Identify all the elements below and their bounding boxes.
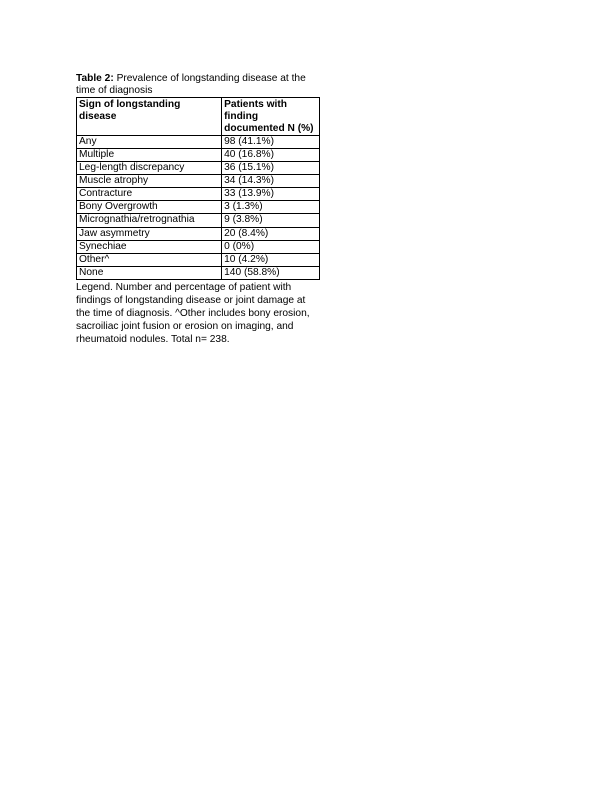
table-row bbox=[77, 227, 320, 240]
table-row bbox=[77, 214, 320, 227]
document-body bbox=[76, 73, 322, 346]
row-value: 36 (15.1%) bbox=[222, 162, 320, 175]
row-sign: Bony Overgrowth bbox=[77, 201, 222, 214]
row-sign: None bbox=[77, 266, 222, 279]
table-row bbox=[77, 240, 320, 253]
row-sign: Other^ bbox=[77, 253, 222, 266]
table-row bbox=[77, 188, 320, 201]
header-sign: Sign of longstanding disease bbox=[77, 97, 222, 135]
row-value: 3 (1.3%) bbox=[222, 201, 320, 214]
row-sign: Jaw asymmetry bbox=[77, 227, 222, 240]
prevalence-table bbox=[76, 97, 320, 280]
row-value: 10 (4.2%) bbox=[222, 253, 320, 266]
row-value: 9 (3.8%) bbox=[222, 214, 320, 227]
table-row bbox=[77, 175, 320, 188]
table-row bbox=[77, 135, 320, 148]
row-value: 98 (41.1%) bbox=[222, 135, 320, 148]
row-sign: Synechiae bbox=[77, 240, 222, 253]
row-sign: Micrognathia/retrognathia bbox=[77, 214, 222, 227]
row-sign: Leg-length discrepancy bbox=[77, 162, 222, 175]
table-row bbox=[77, 201, 320, 214]
table-row bbox=[77, 148, 320, 161]
table-legend: Legend. Number and percentage of patient with findings of longstanding disease or joint damage at the time of diagnosis. ^Other includes bony erosion, sacroiliac joint fusion or erosion on imaging, and rheumatoid nodules. Total n= 238. bbox=[76, 281, 310, 345]
row-value: 140 (58.8%) bbox=[222, 266, 320, 279]
header-patients: Patients with finding documented N (%) bbox=[222, 97, 320, 135]
table-header-row bbox=[77, 97, 320, 135]
table-row bbox=[77, 162, 320, 175]
row-value: 34 (14.3%) bbox=[222, 175, 320, 188]
row-value: 33 (13.9%) bbox=[222, 188, 320, 201]
table-row bbox=[77, 253, 320, 266]
row-sign: Contracture bbox=[77, 188, 222, 201]
table-caption-label: Table 2: bbox=[76, 73, 114, 84]
table-caption bbox=[76, 73, 322, 97]
row-value: 20 (8.4%) bbox=[222, 227, 320, 240]
row-sign: Any bbox=[77, 135, 222, 148]
row-value: 40 (16.8%) bbox=[222, 148, 320, 161]
table-caption-text: Prevalence of longstanding disease at the time of diagnosis bbox=[76, 73, 306, 96]
row-sign: Muscle atrophy bbox=[77, 175, 222, 188]
table-row bbox=[77, 266, 320, 279]
row-value: 0 (0%) bbox=[222, 240, 320, 253]
row-sign: Multiple bbox=[77, 148, 222, 161]
